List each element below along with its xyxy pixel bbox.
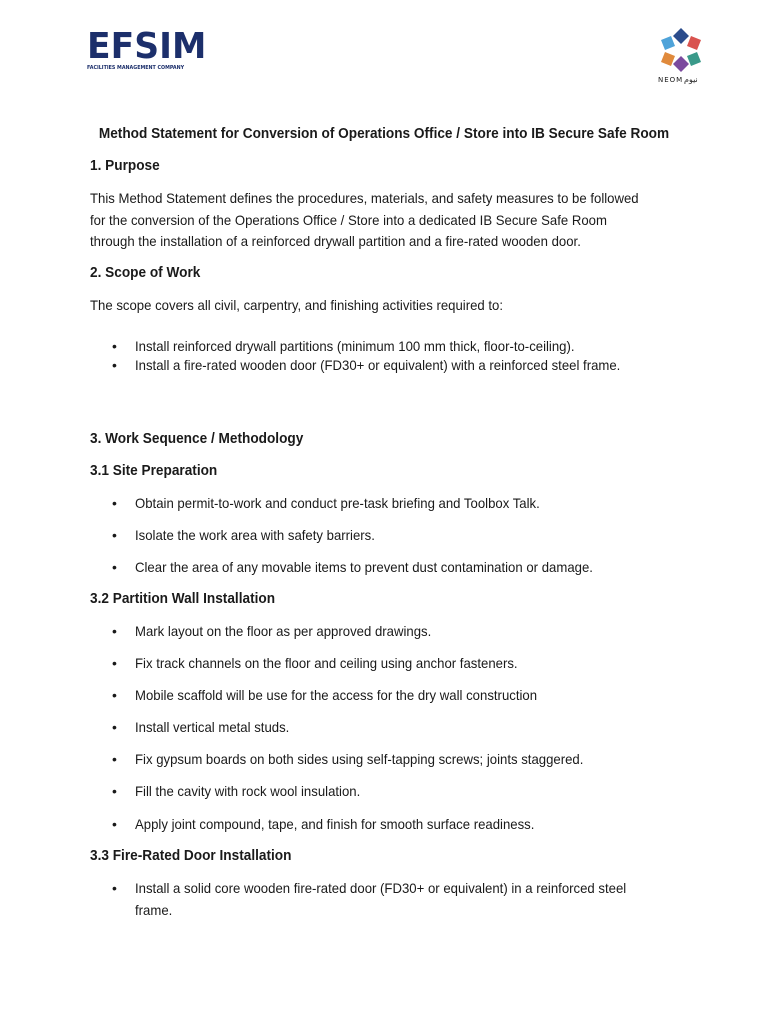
neom-arabic-wordmark: نيوم xyxy=(684,75,698,84)
list-item-text: Mobile scaffold will be use for the access for the dry wall construction xyxy=(135,687,538,703)
list-item xyxy=(112,355,672,377)
bullet-icon: • xyxy=(112,338,117,354)
list-item-text: Isolate the work area with safety barriers. xyxy=(135,527,375,543)
list-item-text: Install a solid core wooden fire-rated door (FD30+ or equivalent) in a reinforced steel frame. xyxy=(135,880,627,918)
purpose-line: through the installation of a reinforced drywall partition and a fire-rated wooden door. xyxy=(90,233,581,249)
bullet-icon: • xyxy=(112,783,117,799)
scope-heading: 2. Scope of Work xyxy=(90,265,201,281)
purpose-heading: 1. Purpose xyxy=(90,158,160,174)
site-prep-heading: 3.1 Site Preparation xyxy=(90,463,218,479)
bullet-icon: • xyxy=(112,495,117,511)
neom-logo xyxy=(654,26,710,88)
list-item xyxy=(112,685,672,707)
list-item-text: Apply joint compound, tape, and finish for smooth surface readiness. xyxy=(135,816,535,832)
list-item xyxy=(112,653,672,675)
list-item xyxy=(112,878,672,921)
list-item-text: Fix track channels on the floor and ceiling using anchor fasteners. xyxy=(135,655,518,671)
list-item xyxy=(112,781,672,803)
list-item xyxy=(112,525,672,547)
document-title: Method Statement for Conversion of Operations Office / Store into IB Secure Safe Room xyxy=(98,126,670,142)
list-item xyxy=(112,557,672,579)
list-item-text: Mark layout on the floor as per approved drawings. xyxy=(135,623,432,639)
list-item-text: Obtain permit-to-work and conduct pre-task briefing and Toolbox Talk. xyxy=(135,495,540,511)
bullet-icon: • xyxy=(112,719,117,735)
purpose-line: for the conversion of the Operations Office / Store into a dedicated IB Secure Safe Room xyxy=(90,212,607,228)
bullet-icon: • xyxy=(112,357,117,373)
neom-emblem-icon xyxy=(656,26,706,74)
list-item-text: Install vertical metal studs. xyxy=(135,719,290,735)
efsim-logo xyxy=(87,26,207,74)
list-item-text: Clear the area of any movable items to prevent dust contamination or damage. xyxy=(135,559,593,575)
partition-heading: 3.2 Partition Wall Installation xyxy=(90,591,276,607)
list-item xyxy=(112,749,672,771)
list-item xyxy=(112,717,672,739)
bullet-icon: • xyxy=(112,880,117,896)
neom-wordmark: NEOM xyxy=(658,76,684,84)
list-item-text: Install a fire-rated wooden door (FD30+ or equivalent) with a reinforced steel frame. xyxy=(135,357,621,373)
scope-intro: The scope covers all civil, carpentry, and finishing activities required to: xyxy=(90,297,504,313)
purpose-line: This Method Statement defines the procedures, materials, and safety measures to be followed xyxy=(90,190,639,206)
bullet-icon: • xyxy=(112,816,117,832)
bullet-icon: • xyxy=(112,527,117,543)
list-item xyxy=(112,621,672,643)
bullet-icon: • xyxy=(112,623,117,639)
efsim-wordmark: EFSIM xyxy=(87,26,207,67)
work-sequence-heading: 3. Work Sequence / Methodology xyxy=(90,431,304,447)
bullet-icon: • xyxy=(112,687,117,703)
list-item-text: Install reinforced drywall partitions (minimum 100 mm thick, floor-to-ceiling). xyxy=(135,338,575,354)
list-item-text: Fix gypsum boards on both sides using self-tapping screws; joints staggered. xyxy=(135,751,584,767)
bullet-icon: • xyxy=(112,655,117,671)
door-heading: 3.3 Fire-Rated Door Installation xyxy=(90,848,292,864)
bullet-icon: • xyxy=(112,559,117,575)
efsim-tagline: FACILITIES MANAGEMENT COMPANY xyxy=(87,66,185,71)
list-item xyxy=(112,493,672,515)
list-item xyxy=(112,814,672,836)
bullet-icon: • xyxy=(112,751,117,767)
list-item-text: Fill the cavity with rock wool insulation. xyxy=(135,783,361,799)
